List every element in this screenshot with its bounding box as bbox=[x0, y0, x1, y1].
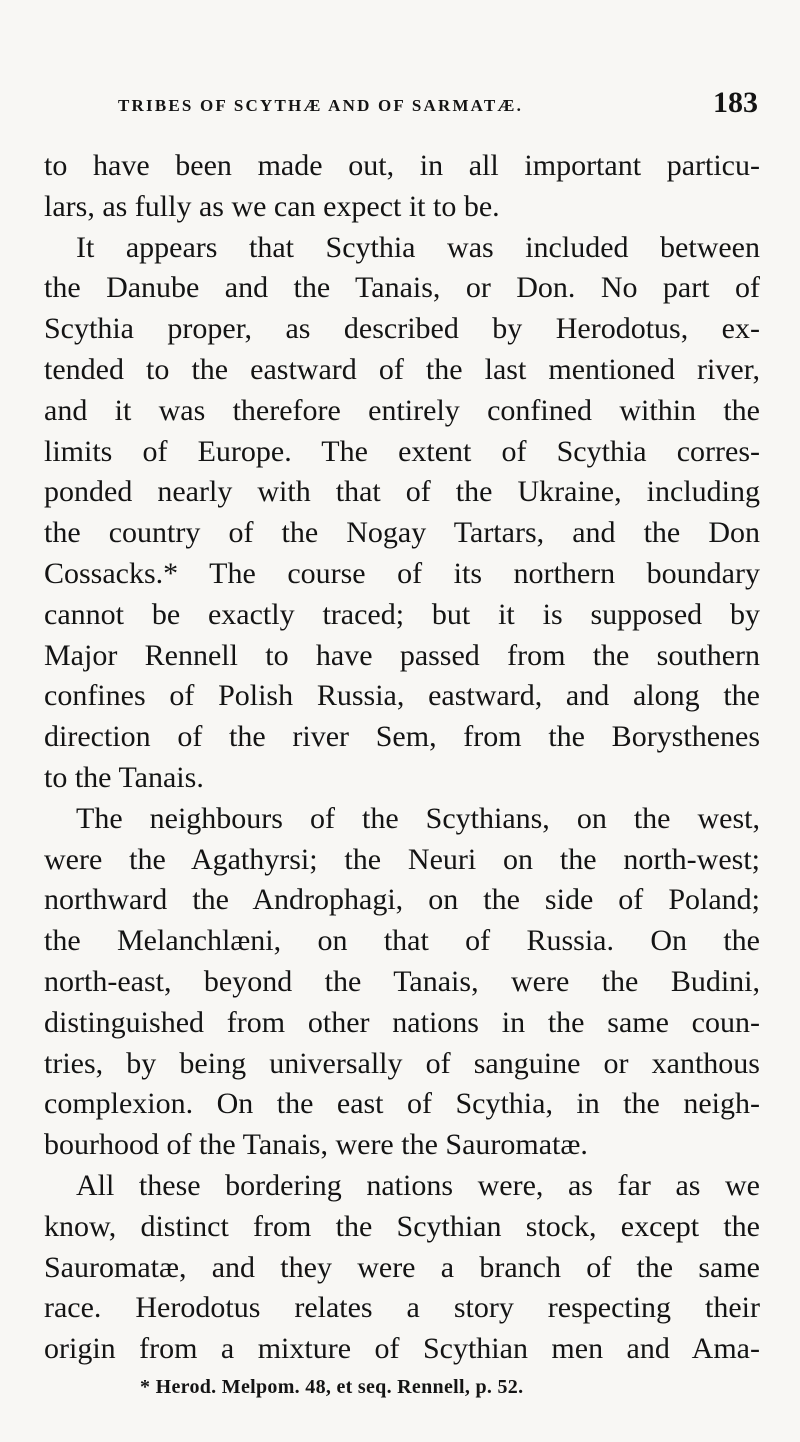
body-text bbox=[44, 146, 760, 1370]
page-number: 183 bbox=[713, 86, 758, 119]
text-line: tended to the eastward of the last mentioned river, bbox=[44, 352, 760, 386]
text-line: Scythia proper, as described by Herodotus, ex- bbox=[44, 312, 760, 346]
text-line: lars, as fully as we can expect it to be. bbox=[44, 189, 500, 223]
text-line: The neighbours of the Scythians, on the west, bbox=[76, 801, 760, 835]
text-line: complexion. On the east of Scythia, in the neigh- bbox=[44, 1087, 760, 1121]
footnote: * Herod. Melpom. 48, et seq. Rennell, p. 52. bbox=[140, 1376, 524, 1398]
text-line: know, distinct from the Scythian stock, except the bbox=[44, 1209, 760, 1243]
text-line: race. Herodotus relates a story respecting their bbox=[44, 1291, 760, 1325]
text-line: north-east, beyond the Tanais, were the Budini, bbox=[44, 964, 760, 998]
text-line: Major Rennell to have passed from the southern bbox=[44, 638, 760, 672]
text-line: cannot be exactly traced; but it is supposed by bbox=[44, 597, 760, 631]
text-line: ponded nearly with that of the Ukraine, including bbox=[44, 475, 760, 509]
text-line: the Danube and the Tanais, or Don. No part of bbox=[44, 271, 760, 305]
text-line: origin from a mixture of Scythian men and Ama- bbox=[44, 1332, 760, 1366]
text-line: confines of Polish Russia, eastward, and along the bbox=[44, 679, 760, 713]
text-line: the Melanchlæni, on that of Russia. On the bbox=[44, 924, 760, 958]
text-line: direction of the river Sem, from the Borysthenes bbox=[44, 720, 760, 754]
page-header bbox=[118, 86, 758, 120]
text-line: to the Tanais. bbox=[44, 760, 204, 794]
text-line: It appears that Scythia was included between bbox=[76, 230, 760, 264]
text-line: and it was therefore entirely confined within the bbox=[44, 393, 760, 427]
text-line: tries, by being universally of sanguine or xanthous bbox=[44, 1046, 760, 1080]
text-line: bourhood of the Tanais, were the Sauromatæ. bbox=[44, 1128, 588, 1162]
text-line: Sauromatæ, and they were a branch of the same bbox=[44, 1250, 760, 1284]
text-line: to have been made out, in all important particu- bbox=[44, 149, 760, 182]
text-line: distinguished from other nations in the same coun- bbox=[44, 1005, 760, 1039]
text-line: All these bordering nations were, as far as we bbox=[76, 1168, 760, 1202]
text-line: the country of the Nogay Tartars, and the Don bbox=[44, 516, 760, 550]
running-head: TRIBES OF SCYTHÆ AND OF SARMATÆ. bbox=[118, 96, 524, 115]
text-line: Cossacks.* The course of its northern boundary bbox=[44, 556, 760, 590]
text-line: limits of Europe. The extent of Scythia corres- bbox=[44, 434, 760, 468]
text-line: northward the Androphagi, on the side of Poland; bbox=[44, 883, 760, 917]
text-line: were the Agathyrsi; the Neuri on the north-west; bbox=[44, 842, 760, 876]
